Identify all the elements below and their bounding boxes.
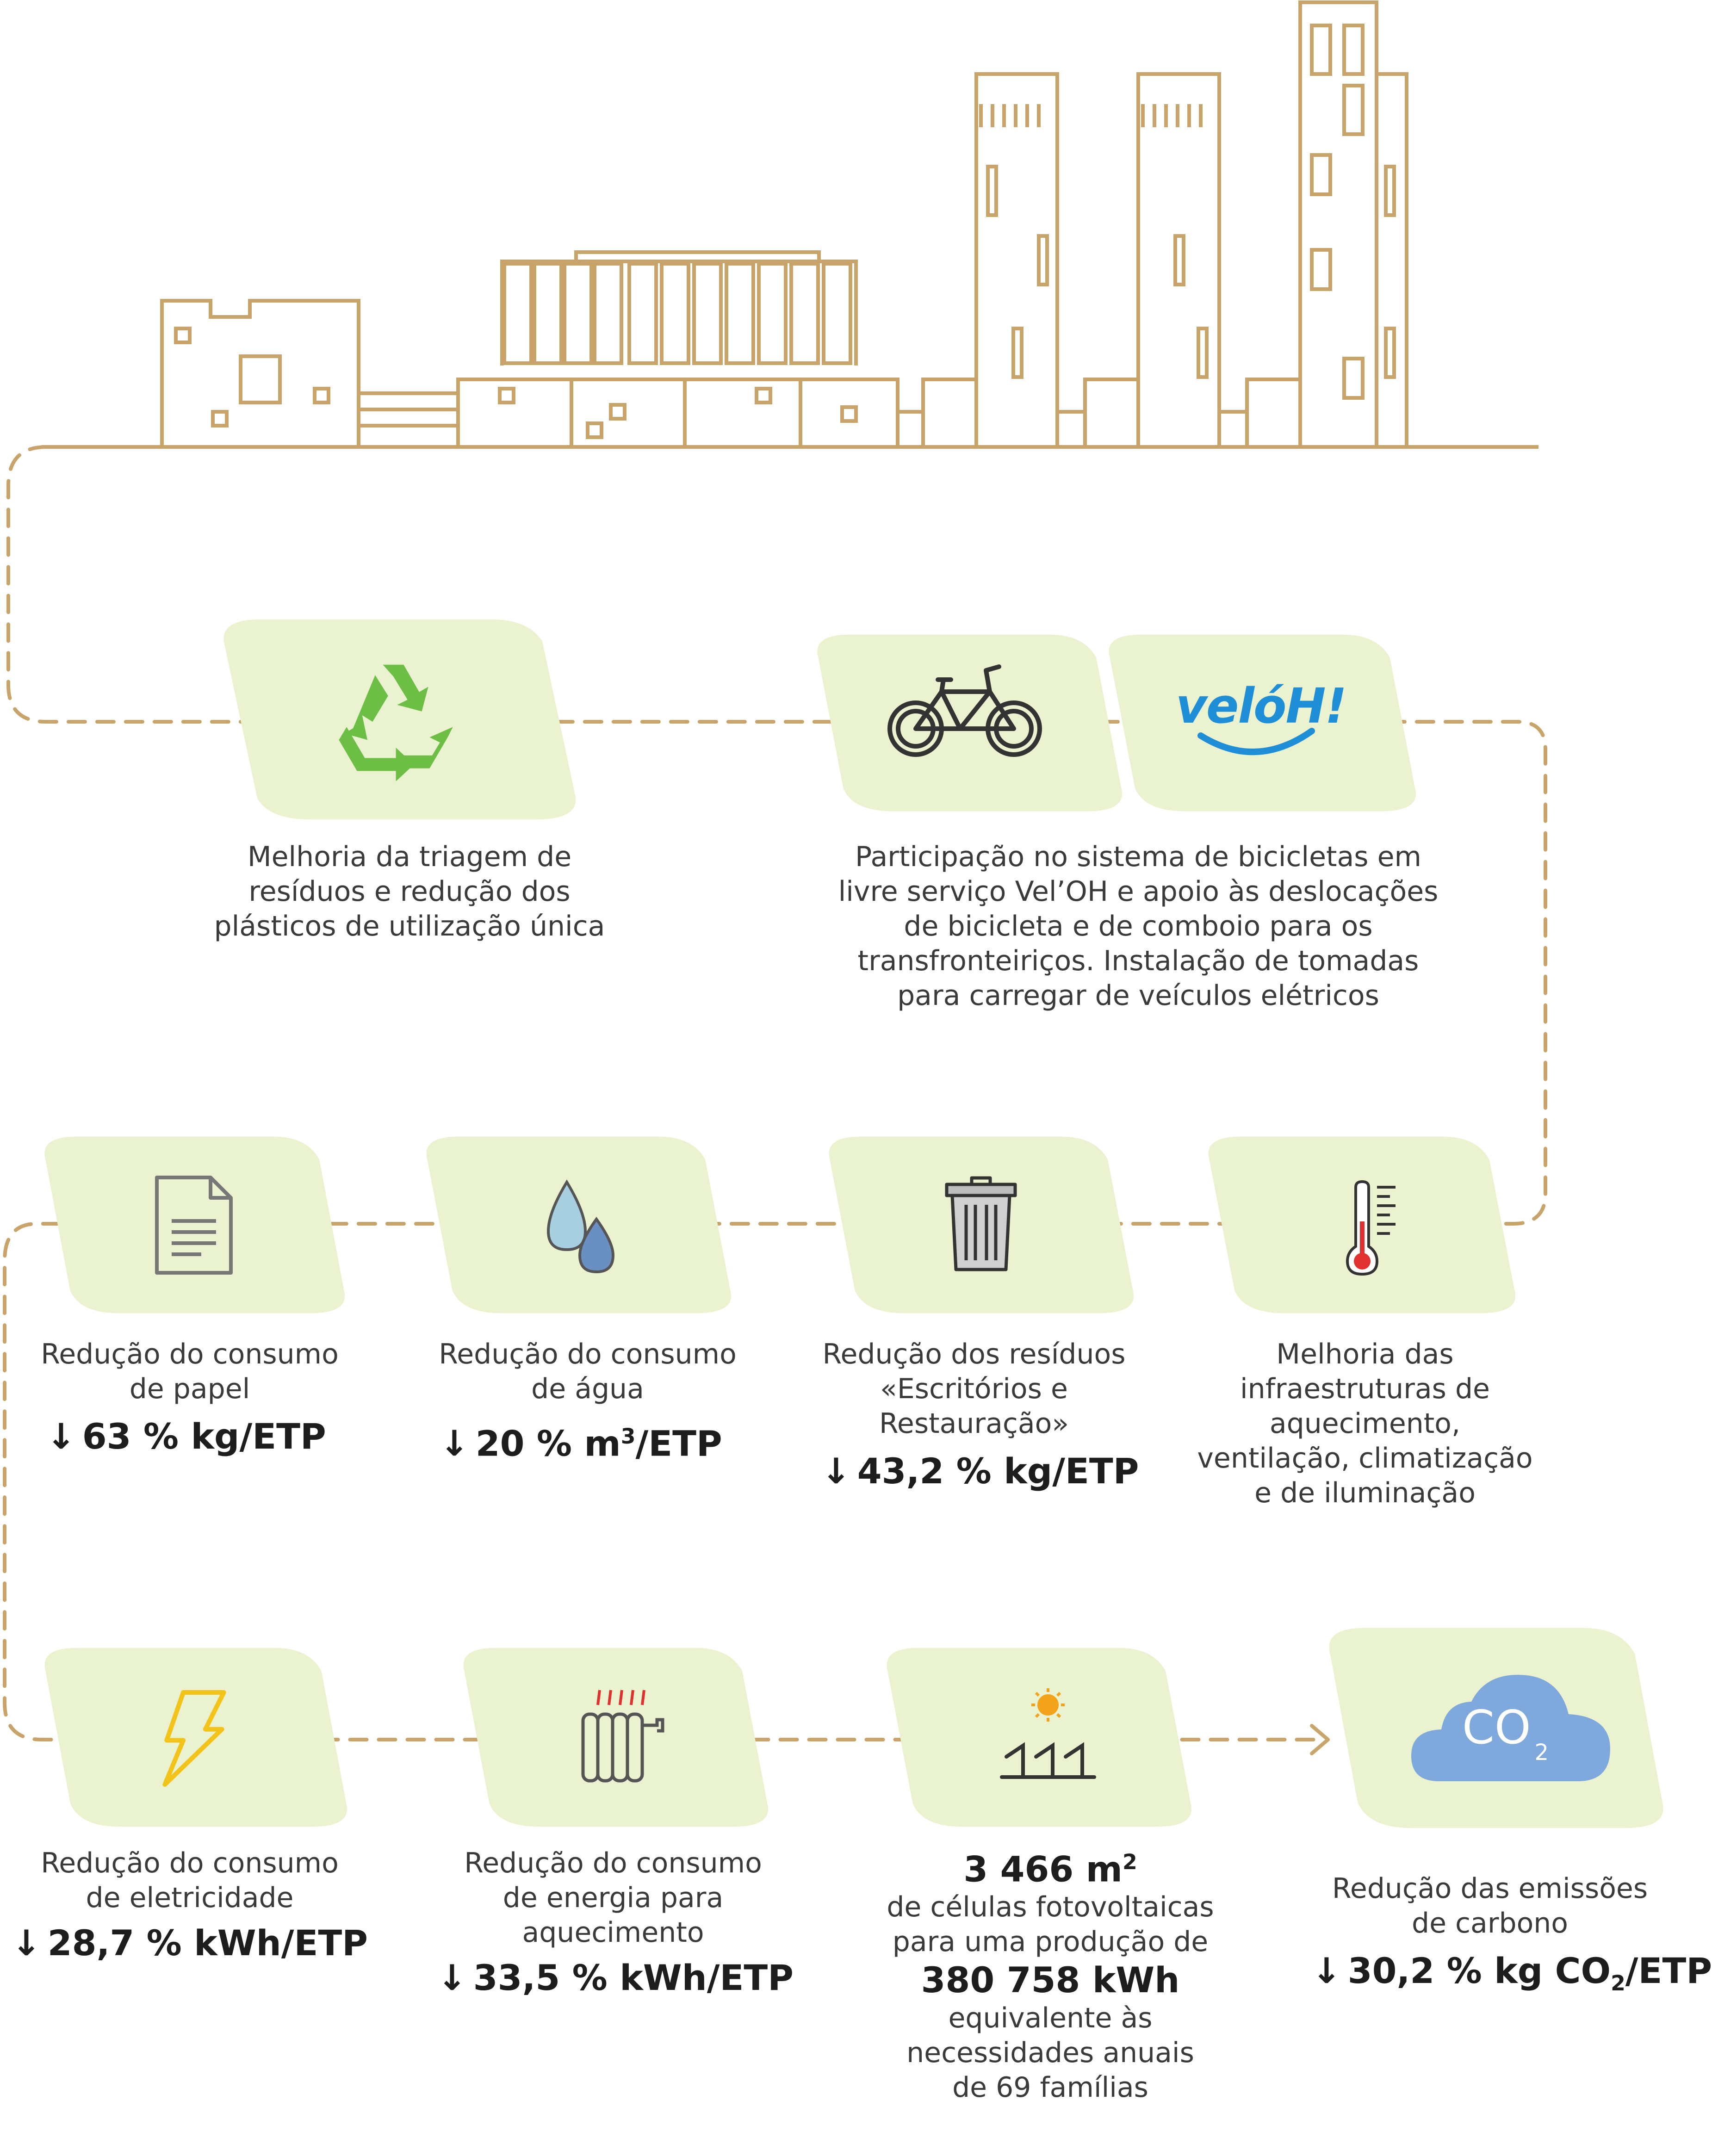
solar-area-value: 3 466 m <box>963 1848 1123 1890</box>
thermometer-icon <box>1342 1180 1402 1277</box>
solar-card <box>881 1640 1194 1834</box>
down-arrow-icon: ↓ <box>437 1957 467 1998</box>
down-arrow-icon: ↓ <box>12 1922 41 1964</box>
solar-panel-icon <box>997 1686 1099 1788</box>
solar-label <box>870 1841 1231 2105</box>
bike-label-line: para carregar de veículos elétricos <box>897 979 1379 1012</box>
lightning-icon <box>157 1689 227 1788</box>
heating-stat-value: 33,5 % kWh/ETP <box>473 1957 794 1998</box>
residues-label <box>803 1337 1145 1441</box>
carbon-label-line: de carbono <box>1411 1907 1569 1939</box>
electricity-stat-value: 28,7 % kWh/ETP <box>47 1922 368 1964</box>
recycle-card <box>217 611 578 828</box>
radiator-icon <box>574 1686 666 1788</box>
co2-card <box>1323 1619 1666 1837</box>
paper-card <box>39 1129 347 1321</box>
veloh-smile-icon <box>1196 726 1316 763</box>
residues-label-line: «Escritórios e <box>880 1373 1068 1405</box>
water-label-line: Redução do consumo <box>439 1338 737 1370</box>
down-arrow-icon: ↓ <box>440 1423 469 1464</box>
heating-label-line: de energia para <box>502 1882 724 1914</box>
solar-mid-line: de células fotovoltaicas <box>887 1891 1214 1924</box>
solar-end-text <box>870 2001 1231 2105</box>
recycle-icon <box>329 657 458 787</box>
carbon-stat <box>1312 1950 1712 2004</box>
carbon-stat-value: 30,2 % kg CO <box>1347 1950 1611 1991</box>
paper-label <box>19 1337 361 1406</box>
document-icon <box>146 1173 238 1279</box>
paper-label-line: de papel <box>129 1373 250 1405</box>
solar-mid-line: para uma produção de <box>892 1926 1209 1958</box>
carbon-stat-unit: /ETP <box>1625 1950 1712 1991</box>
residues-label-line: Restauração» <box>879 1407 1069 1440</box>
hvac-label-line: ventilação, climatização <box>1197 1442 1533 1475</box>
bicycle-card <box>812 627 1124 819</box>
thermometer-card <box>1203 1129 1518 1321</box>
city-skyline <box>42 2 1538 447</box>
down-arrow-icon: ↓ <box>1312 1950 1341 1991</box>
carbon-stat-subscript: 2 <box>1611 1971 1625 1996</box>
electricity-label <box>19 1846 361 1915</box>
water-card <box>421 1129 733 1321</box>
trash-card <box>824 1129 1136 1321</box>
heating-stat <box>437 1957 794 1999</box>
water-drops-icon <box>539 1177 618 1279</box>
water-stat-superscript: 3 <box>620 1424 636 1449</box>
heating-label-line: aquecimento <box>522 1916 704 1949</box>
solar-end-line: equivalente às <box>948 2002 1153 2035</box>
bike-label-line: de bicicleta e de comboio para os <box>904 910 1373 942</box>
hvac-label-line: e de iluminação <box>1254 1477 1476 1509</box>
water-stat <box>440 1416 722 1464</box>
bike-label-line: transfronteiriços. Instalação de tomadas <box>857 945 1419 977</box>
down-arrow-icon: ↓ <box>46 1416 76 1457</box>
co2-main: CO <box>1462 1700 1531 1754</box>
veloh-logo: velóH! <box>1176 678 1346 734</box>
water-stat-unit: /ETP <box>635 1423 722 1464</box>
water-label-line: de água <box>531 1373 644 1405</box>
radiator-card <box>458 1640 770 1834</box>
hvac-label <box>1182 1337 1548 1511</box>
solar-production: 380 758 kWh <box>921 1959 1180 2001</box>
water-stat-value: 20 % m <box>475 1423 621 1464</box>
residues-label-line: Redução dos resíduos <box>822 1338 1126 1370</box>
bike-label <box>796 840 1481 1013</box>
hvac-label-line: aquecimento, <box>1269 1407 1461 1440</box>
electricity-stat <box>12 1922 368 1964</box>
carbon-label-line: Redução das emissões <box>1332 1872 1648 1905</box>
trash-bin-icon <box>944 1175 1018 1272</box>
waste-label <box>176 840 643 944</box>
veloh-card <box>1104 627 1418 819</box>
heating-label-line: Redução do consumo <box>464 1847 762 1879</box>
bike-label-line: Participação no sistema de bicicletas em <box>855 841 1421 873</box>
solar-mid-text <box>870 1890 1231 1959</box>
solar-area-superscript: 2 <box>1122 1850 1137 1874</box>
residues-stat <box>821 1450 1139 1492</box>
heating-label <box>440 1846 787 1950</box>
down-arrow-icon: ↓ <box>821 1450 851 1492</box>
bicycle-icon <box>886 659 1043 766</box>
electricity-label-line: Redução do consumo <box>41 1847 339 1879</box>
bike-label-line: livre serviço Vel’OH e apoio às deslocações <box>838 875 1439 908</box>
hvac-label-line: infraestruturas de <box>1240 1373 1490 1405</box>
waste-label-line: resíduos e redução dos <box>248 875 571 908</box>
co2-subscript: 2 <box>1534 1740 1549 1766</box>
hvac-label-line: Melhoria das <box>1276 1338 1454 1370</box>
waste-label-line: Melhoria da triagem de <box>247 841 572 873</box>
solar-end-line: necessidades anuais <box>906 2037 1194 2069</box>
paper-label-line: Redução do consumo <box>41 1338 339 1370</box>
electricity-card <box>39 1640 349 1834</box>
water-label <box>416 1337 759 1406</box>
co2-text <box>1462 1700 1549 1766</box>
paper-stat-value: 63 % kg/ETP <box>82 1416 326 1457</box>
solar-area <box>870 1841 1231 1890</box>
solar-end-line: de 69 famílias <box>952 2071 1148 2104</box>
waste-label-line: plásticos de utilização única <box>214 910 605 942</box>
residues-stat-value: 43,2 % kg/ETP <box>857 1450 1139 1492</box>
paper-stat <box>46 1416 326 1457</box>
carbon-label <box>1309 1871 1670 1941</box>
electricity-label-line: de eletricidade <box>86 1882 294 1914</box>
